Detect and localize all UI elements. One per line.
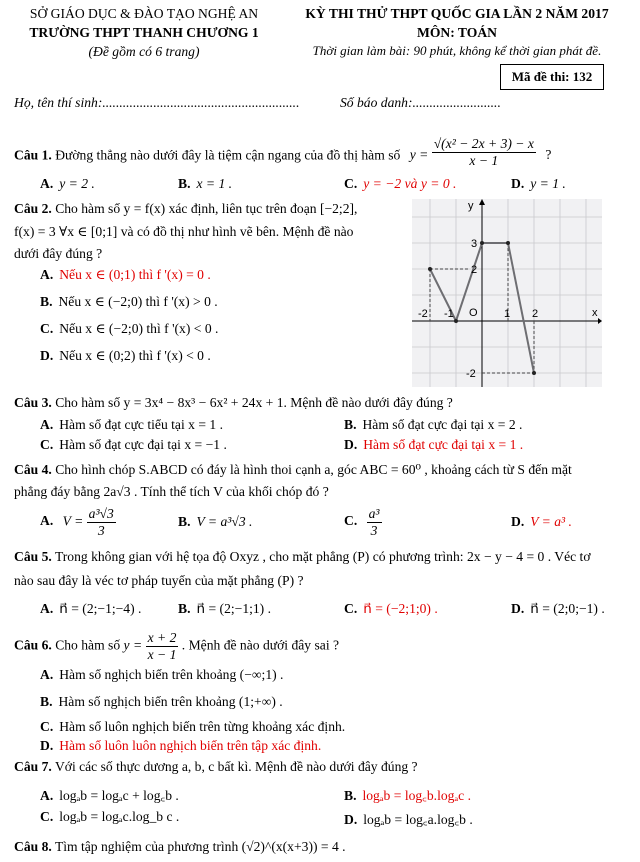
option-label: D. [40,348,54,363]
question-4-line2: phẳng đáy bằng 2a√3 . Tính thể tích V của khối chóp đó ? [14,484,329,499]
option-label: D. [511,601,525,616]
tick-x-2: 2 [532,308,539,320]
q2-option-c [40,321,218,337]
tick-y-2: 2 [471,264,478,276]
fraction-denominator: 3 [370,522,378,538]
q5-option-d [511,601,605,617]
question-8 [14,839,346,855]
header-exam-title: KỲ THI THỬ THPT QUỐC GIA LẦN 2 NĂM 2017 [305,6,609,21]
q1-option-b [178,176,232,192]
option-text: V = a³√3 . [196,514,253,529]
q4-option-c [344,506,382,538]
question-2 [14,201,357,217]
option-text: Hàm số nghịch biến trên khoảng (−∞;1) . [59,667,284,682]
question-1 [14,136,552,168]
question-label: Câu 2. [14,201,52,216]
question-label: Câu 3. [14,395,52,410]
tick-x-neg2: -2 [418,308,428,320]
question-3 [14,395,453,411]
option-label: C. [40,719,54,734]
question-text: Cho hàm số y = 3x⁴ − 8x³ − 6x² + 24x + 1. Mệnh đề nào dưới đây đúng ? [55,395,453,410]
question-2-line2: f(x) = 3 ∀x ∈ [0;1] và có đồ thị như hình vẽ bên. Mệnh đề nào [14,224,354,239]
option-label: B. [40,294,53,309]
option-label: B. [344,788,357,803]
tick-y-3: 3 [471,238,478,250]
q5-option-c [344,601,438,617]
q7-option-d [344,809,473,828]
option-text: y = −2 và y = 0 . [363,176,457,191]
question-tail: ? [545,147,552,163]
exam-code-box: Mã đề thi: 132 [500,64,604,90]
option-label: D. [511,176,525,191]
option-label: C. [40,809,54,824]
option-text: Nếu x ∈ (0;1) thì f '(x) = 0 . [59,267,211,282]
option-text: Hàm số luôn luôn nghịch biến trên tập xác định. [59,738,322,753]
fraction-numerator: √(x² − 2x + 3) − x [433,136,534,151]
formula-lhs: y = [123,637,143,653]
option-text: Nếu x ∈ (−2;0) thì f '(x) < 0 . [59,321,219,336]
option-text: Hàm số đạt cực đại tại x = 1 . [363,437,524,452]
option-text: Hàm số đạt cực đại tại x = 2 . [362,417,523,432]
question-5 [14,549,591,565]
option-text: n⃗ = (2;−1;1) . [196,601,272,616]
graph-background [412,199,602,387]
formula-lhs: y = [409,147,429,163]
origin-label: O [469,307,478,319]
header-dept: SỞ GIÁO DỤC & ĐÀO TẠO NGHỆ AN [29,6,259,21]
option-text: V = a³ . [530,514,572,529]
question-2-line3: dưới đây đúng ? [14,246,103,261]
tick-y-neg2: -2 [466,368,476,380]
q7-option-c [40,809,179,825]
question-text: Trong không gian với hệ tọa độ Oxyz , cho mặt phẳng (P) có phương trình: 2x − y − 4 = 0 . Véc tơ [54,549,591,564]
option-label: D. [40,738,54,753]
fraction-numerator: a³√3 [88,506,114,521]
option-label: B. [178,514,191,529]
option-label: B. [178,176,191,191]
question-text: Cho hàm số y = f(x) xác định, liên tục trên đoạn [−2;2], [55,201,358,216]
question-label: Câu 6. [14,637,52,653]
q4-option-b [178,514,252,530]
header-time: Thời gian làm bài: 90 phút, không kể thời gian phát đề. [312,43,602,58]
question-6 [14,630,339,662]
option-label: C. [344,513,358,529]
question-text: Đường thẳng nào dưới đây là tiệm cận ngang của đồ thị hàm số [55,147,401,163]
fraction-denominator: x − 1 [147,646,177,662]
q6-option-a [40,667,283,683]
tick-x-1: 1 [504,308,511,320]
option-text: Nếu x ∈ (0;2) thì f '(x) < 0 . [59,348,211,363]
option-text: Hàm số nghịch biến trên khoảng (1;+∞) . [58,694,283,709]
option-text: Hàm số luôn nghịch biến trên từng khoảng xác định. [59,719,346,734]
option-text: x = 1 . [196,176,233,191]
option-lhs: V = [62,513,84,529]
q7-option-a [40,785,179,804]
option-text: n⃗ = (2;−1;−4) . [59,601,142,616]
option-label: C. [344,176,358,191]
question-text: Cho hàm số [55,637,121,653]
option-label: A. [40,417,54,432]
fraction-denominator: x − 1 [469,152,499,168]
option-fraction [367,506,382,538]
question-text: Cho hình chóp S.ABCD có đáy là hình thoi cạnh a, góc ABC = 60⁰ , khoảng cách từ S đến mặt [55,462,572,477]
option-label: C. [40,321,54,336]
option-text: y = 2 . [59,176,95,191]
q1-option-d [511,176,566,192]
option-label: A. [40,667,54,682]
y-axis-label: y [468,200,474,212]
header-subject: MÔN: TOÁN [417,25,497,40]
question-7 [14,759,418,775]
option-label: A. [40,267,54,282]
option-text: logₐb = logₐc + log꜀b . [59,788,179,803]
q3-option-c [40,437,227,453]
option-text: Hàm số đạt cực tiểu tại x = 1 . [59,417,223,432]
question-label: Câu 8. [14,839,52,854]
formula-fraction [146,630,179,662]
formula-fraction [432,136,536,168]
option-text: Hàm số đạt cực đại tại x = −1 . [59,437,227,452]
q2-option-a [40,267,211,283]
question-tail: . Mệnh đề nào dưới đây sai ? [181,637,340,653]
option-label: B. [178,601,191,616]
option-fraction [87,506,116,538]
option-label: D. [511,514,525,529]
option-label: C. [40,437,54,452]
student-name: Họ, tên thí sinh:.......................................................... [14,95,300,110]
question-4 [14,462,572,478]
question-label: Câu 1. [14,147,52,163]
fraction-numerator: a³ [368,506,380,521]
q2-option-b [40,294,218,310]
option-label: A. [40,176,54,191]
q1-option-c [344,176,456,192]
header-school: TRƯỜNG THPT THANH CHƯƠNG 1 [29,25,259,40]
option-label: D. [344,437,358,452]
q5-option-a [40,601,141,617]
header-pages: (Đề gồm có 6 trang) [88,44,200,59]
function-graph [412,199,602,387]
option-text: Nếu x ∈ (−2;0) thì f '(x) > 0 . [58,294,218,309]
question-label: Câu 5. [14,549,52,564]
option-label: C. [344,601,358,616]
q3-option-a [40,417,223,433]
question-5-line2: nào sau đây là véc tơ pháp tuyến của mặt phẳng (P) ? [14,573,304,588]
q1-option-a [40,176,95,192]
q6-option-b [40,694,283,710]
q7-option-b [344,785,471,804]
question-text: Tìm tập nghiệm của phương trình (√2)^(x(x+3)) = 4 . [54,839,346,854]
q5-option-b [178,601,271,617]
q6-option-c [40,719,345,735]
option-label: B. [344,417,357,432]
option-text: logₐb = log꜀b.logₐc . [362,788,472,803]
option-label: B. [40,694,53,709]
option-label: A. [40,788,54,803]
question-label: Câu 7. [14,759,52,774]
option-text: n⃗ = (−2;1;0) . [363,601,438,616]
option-text: n⃗ = (2;0;−1) . [530,601,605,616]
q4-option-d [511,514,572,530]
option-text: logₐb = logₐc.log_b c . [59,809,180,824]
option-label: A. [40,601,54,616]
question-label: Câu 4. [14,462,52,477]
tick-x-neg1: -1 [444,308,454,320]
option-text: logₐb = log꜀a.log꜀b . [363,812,473,827]
q2-option-d [40,348,211,364]
option-label: D. [344,812,358,827]
question-text: Với các số thực dương a, b, c bất kì. Mệnh đề nào dưới đây đúng ? [54,759,418,774]
q4-option-a [40,506,116,538]
q3-option-b [344,417,522,433]
fraction-numerator: x + 2 [147,630,177,645]
student-id: Số báo danh:.......................... [340,95,501,110]
option-text: y = 1 . [530,176,566,191]
q3-option-d [344,437,523,453]
fraction-denominator: 3 [97,522,105,538]
option-label: A. [40,513,54,529]
q6-option-d [40,738,321,754]
x-axis-label: x [592,307,598,319]
